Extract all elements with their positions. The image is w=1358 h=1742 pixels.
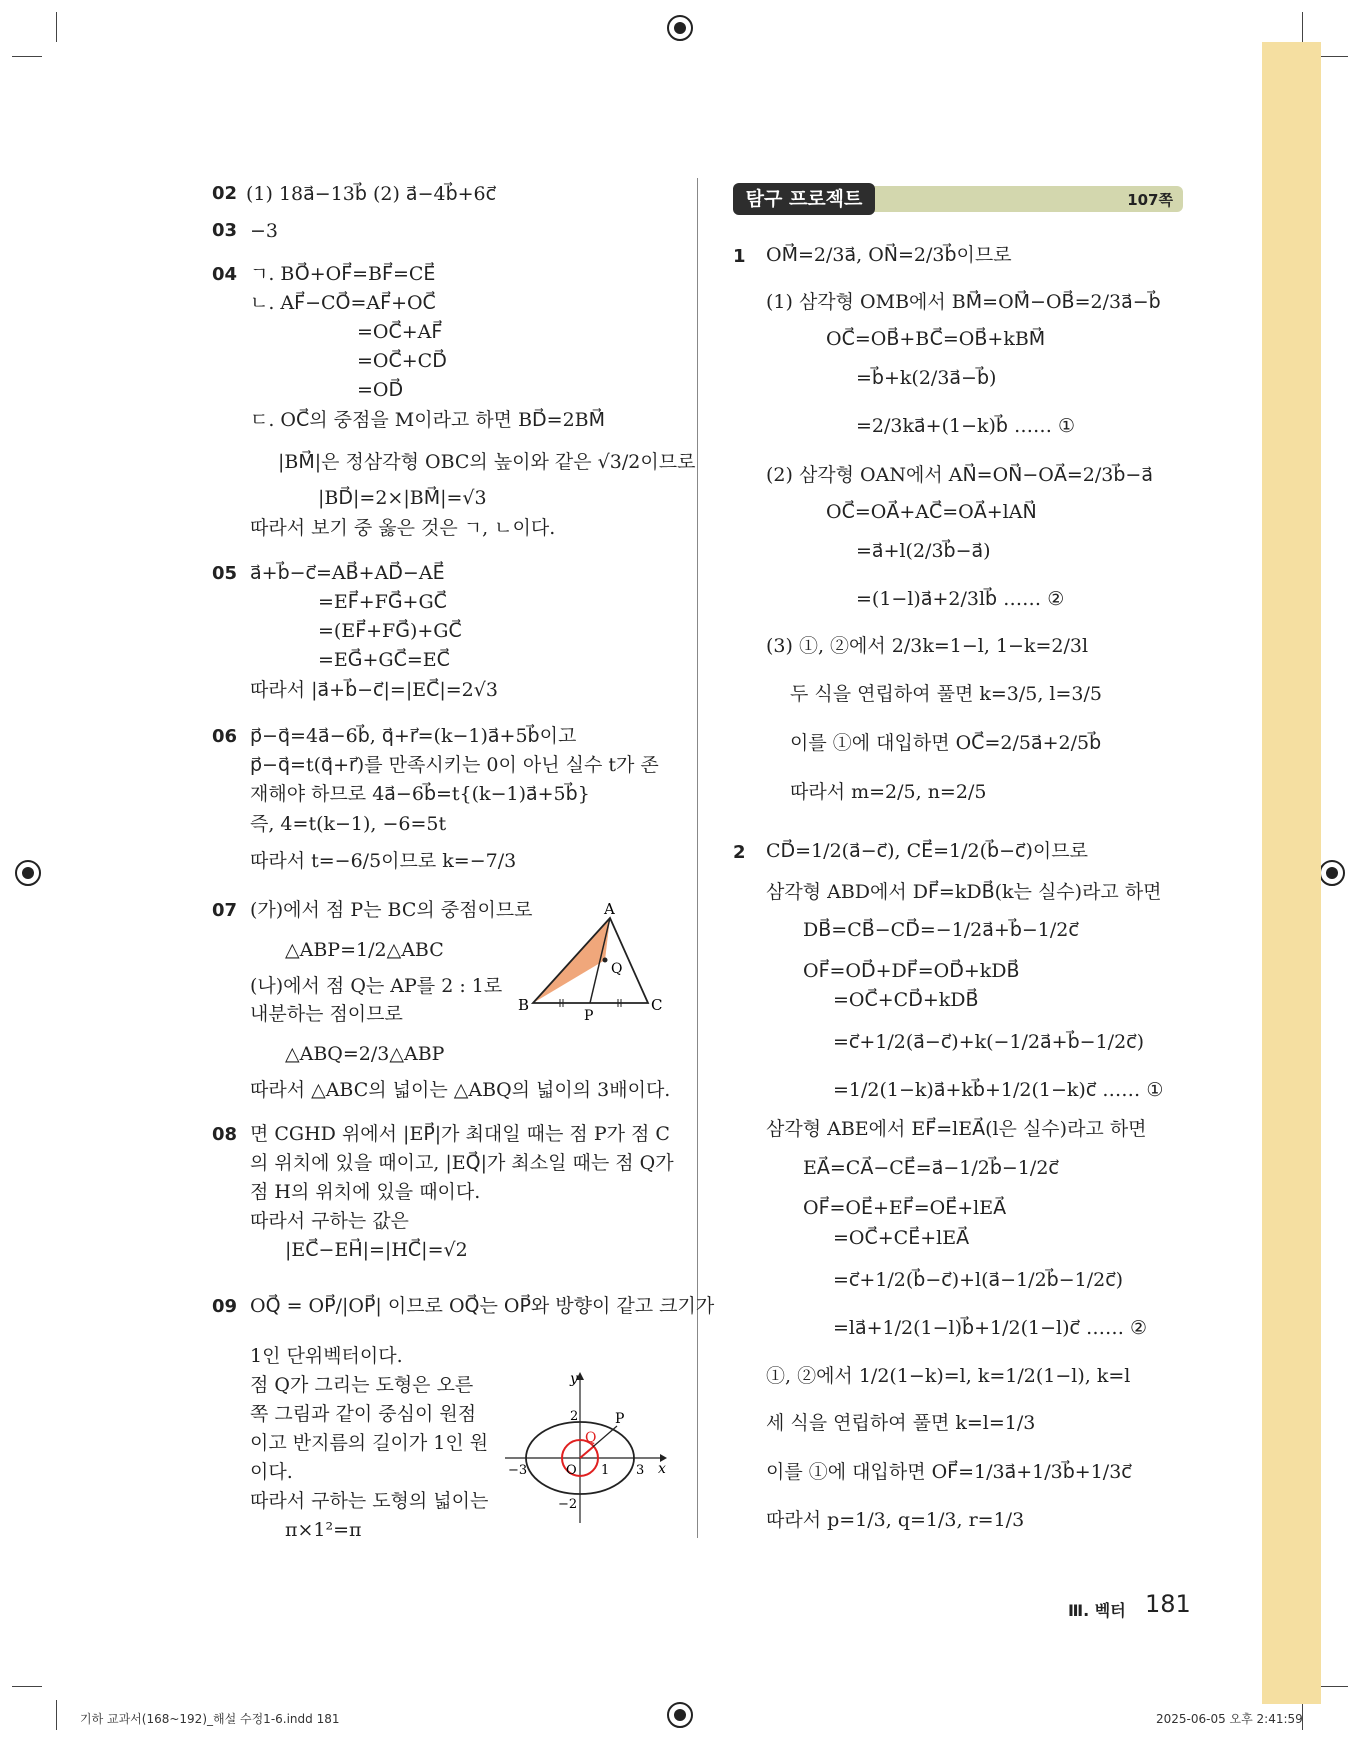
crop-mark — [1318, 1686, 1348, 1687]
section-banner — [733, 186, 1183, 212]
answer-line: =EF⃗+FG⃗+GC⃗ — [318, 591, 447, 613]
answer-line: 점 Q가 그리는 도형은 오른 — [250, 1374, 474, 1396]
problem-number: 06 — [212, 726, 238, 747]
label-p: P — [615, 1411, 625, 1427]
answer-line: ㄱ. BO⃗+OF⃗=BF⃗=CE⃗ — [250, 263, 436, 285]
answer-line: 쪽 그림과 같이 중심이 원점 — [250, 1403, 477, 1425]
answer-line: =EG⃗+GC⃗=EC⃗ — [318, 649, 450, 671]
label-q: Q — [585, 1430, 597, 1446]
tick-label: 2 — [570, 1409, 579, 1424]
answer-line: ㄷ. OC⃗의 중점을 M이라고 하면 BD⃗=2BM⃗ — [250, 409, 606, 431]
answer-line: 따라서 구하는 값은 — [250, 1210, 409, 1232]
answer-line: 이다. — [250, 1461, 293, 1483]
answer-line: ①, ②에서 1/2(1−k)=l, k=1/2(1−l), k=l — [766, 1365, 1131, 1387]
answer-line: OF⃗=OE⃗+EF⃗=OE⃗+lEA⃗ — [803, 1197, 1007, 1219]
crop-mark — [1302, 12, 1303, 42]
answer-line: =la⃗+1/2(1−l)b⃗+1/2(1−l)c⃗ …… ② — [833, 1317, 1148, 1339]
problem-number: 1 — [733, 246, 746, 267]
origin-label: O — [566, 1463, 577, 1478]
answer-line: 점 H의 위치에 있을 때이다. — [250, 1181, 481, 1203]
answer-line: =2/3ka⃗+(1−k)b⃗ …… ① — [856, 415, 1076, 437]
section-title: 탐구 프로젝트 — [733, 183, 875, 215]
vector-oq — [580, 1447, 593, 1458]
axis-label-y: y — [570, 1371, 578, 1387]
problem-number: 05 — [212, 563, 238, 584]
print-slug-left: 기하 교과서(168~192)_해설 수정1-6.indd 181 — [80, 1712, 340, 1726]
chapter-label: Ⅲ. 벡터 — [1068, 1601, 1126, 1620]
registration-mark-icon — [15, 860, 41, 886]
tick-label: 1 — [601, 1463, 610, 1478]
answer-line: =c⃗+1/2(b⃗−c⃗)+l(a⃗−1/2b⃗−1/2c⃗) — [833, 1269, 1124, 1291]
answer-line: =OD⃗ — [357, 379, 404, 401]
crop-mark — [56, 12, 57, 42]
axis-label-x: x — [658, 1461, 666, 1477]
crop-mark — [56, 1700, 57, 1730]
answer-line: 따라서 m=2/5, n=2/5 — [790, 781, 987, 803]
answer-line: 이를 ①에 대입하면 OF⃗=1/3a⃗+1/3b⃗+1/3c⃗ — [766, 1461, 1132, 1483]
answer-line: EA⃗=CA⃗−CE⃗=a⃗−1/2b⃗−1/2c⃗ — [803, 1157, 1059, 1179]
answer-line: −3 — [250, 220, 279, 242]
problem-number: 08 — [212, 1124, 238, 1145]
problem-number: 09 — [212, 1296, 238, 1317]
answer-line: OQ⃗ = OP⃗/|OP⃗| 이므로 OQ⃗는 OP⃗와 방향이 같고 크기가 — [250, 1295, 715, 1317]
answer-line: OC⃗=OA⃗+AC⃗=OA⃗+lAN⃗ — [826, 501, 1037, 523]
tick-label: 3 — [636, 1463, 645, 1478]
problem-number: 2 — [733, 842, 746, 863]
answer-line: =b⃗+k(2/3a⃗−b⃗) — [856, 367, 997, 389]
section-page-ref: 107쪽 — [1127, 191, 1173, 209]
answer-line: 따라서 p=1/3, q=1/3, r=1/3 — [766, 1509, 1025, 1531]
answer-line: (가)에서 점 P는 BC의 중점이므로 — [250, 899, 533, 921]
answer-line: π×1²=π — [285, 1519, 362, 1541]
print-slug-right: 2025-06-05 오후 2:41:59 — [1156, 1712, 1303, 1726]
answer-line: =OC⃗+AF⃗ — [357, 321, 443, 343]
answer-line: (나)에서 점 Q는 AP를 2 : 1로 — [250, 975, 503, 997]
answer-line: |BD⃗|=2×|BM⃗|=√3 — [318, 487, 487, 509]
answer-line: p⃗−q⃗=t(q⃗+r⃗)를 만족시키는 0이 아닌 실수 t가 존 — [250, 754, 659, 776]
answer-line: 따라서 구하는 도형의 넓이는 — [250, 1490, 489, 1512]
answer-line: 따라서 |a⃗+b⃗−c⃗|=|EC⃗|=2√3 — [250, 679, 498, 701]
answer-line: OF⃗=OD⃗+DF⃗=OD⃗+kDB⃗ — [803, 960, 1020, 982]
answer-line: 의 위치에 있을 때이고, |EQ⃗|가 최소일 때는 점 Q가 — [250, 1152, 674, 1174]
tick-label: −2 — [558, 1497, 578, 1512]
answer-line: △ABQ=2/3△ABP — [285, 1043, 445, 1065]
answer-line: 따라서 △ABC의 넓이는 △ABQ의 넓이의 3배이다. — [250, 1079, 671, 1101]
answer-line: DB⃗=CB⃗−CD⃗=−1/2a⃗+b⃗−1/2c⃗ — [803, 919, 1079, 941]
answer-line: 삼각형 ABE에서 EF⃗=lEA⃗(l은 실수)라고 하면 — [766, 1118, 1147, 1140]
answer-line: =OC⃗+CD⃗ — [357, 350, 447, 372]
answer-line: =1/2(1−k)a⃗+kb⃗+1/2(1−k)c⃗ …… ① — [833, 1079, 1164, 1101]
answer-line: =OC⃗+CD⃗+kDB⃗ — [833, 989, 979, 1011]
registration-mark-icon — [667, 15, 693, 41]
answer-line: a⃗+b⃗−c⃗=AB⃗+AD⃗−AE⃗ — [250, 562, 445, 584]
problem-number: 02 — [212, 183, 238, 204]
crop-mark — [1318, 56, 1348, 57]
answer-line: 두 식을 연립하여 풀면 k=3/5, l=3/5 — [790, 683, 1103, 705]
page-side-tab — [1262, 42, 1321, 1704]
ellipse-figure — [500, 1368, 670, 1528]
answer-line: |BM⃗|은 정삼각형 OBC의 높이와 같은 √3/2이므로 — [278, 451, 696, 473]
answer-line: 삼각형 ABD에서 DF⃗=kDB⃗(k는 실수)라고 하면 — [766, 881, 1162, 903]
tick-label: −3 — [508, 1463, 528, 1478]
answer-line: 세 식을 연립하여 풀면 k=l=1/3 — [766, 1412, 1036, 1434]
answer-line: (1) 삼각형 OMB에서 BM⃗=OM⃗−OB⃗=2/3a⃗−b⃗ — [766, 291, 1161, 313]
crop-mark — [12, 1686, 42, 1687]
problem-number: 03 — [212, 220, 238, 241]
answer-line: =(1−l)a⃗+2/3lb⃗ …… ② — [856, 588, 1065, 610]
page-number: 181 — [1145, 1590, 1191, 1618]
answer-line: 따라서 보기 중 옳은 것은 ㄱ, ㄴ이다. — [250, 517, 556, 539]
label-c: C — [651, 996, 663, 1014]
answer-line: (3) ①, ②에서 2/3k=1−l, 1−k=2/3l — [766, 635, 1089, 657]
answer-line: △ABP=1/2△ABC — [285, 939, 444, 961]
answer-line: |EC⃗−EH⃗|=|HC⃗|=√2 — [285, 1239, 468, 1261]
problem-number: 04 — [212, 264, 238, 285]
answer-line: =c⃗+1/2(a⃗−c⃗)+k(−1/2a⃗+b⃗−1/2c⃗) — [833, 1031, 1145, 1053]
answer-line: p⃗−q⃗=4a⃗−6b⃗, q⃗+r⃗=(k−1)a⃗+5b⃗이고 — [250, 725, 577, 747]
answer-line: OM⃗=2/3a⃗, ON⃗=2/3b⃗이므로 — [766, 244, 1012, 266]
answer-line: ㄴ. AF⃗−CO⃗=AF⃗+OC⃗ — [250, 292, 436, 314]
answer-line: (2) 삼각형 OAN에서 AN⃗=ON⃗−OA⃗=2/3b⃗−a⃗ — [766, 464, 1153, 486]
registration-mark-icon — [667, 1702, 693, 1728]
label-p: P — [584, 1008, 594, 1023]
answer-line: 1인 단위벡터이다. — [250, 1345, 403, 1367]
answer-line: 면 CGHD 위에서 |EP⃗|가 최대일 때는 점 P가 점 C — [250, 1123, 670, 1145]
answer-line: CD⃗=1/2(a⃗−c⃗), CE⃗=1/2(b⃗−c⃗)이므로 — [766, 840, 1088, 862]
answer-line: 이를 ①에 대입하면 OC⃗=2/5a⃗+2/5b⃗ — [790, 732, 1102, 754]
label-a: A — [604, 900, 615, 918]
answer-line: =a⃗+l(2/3b⃗−a⃗) — [856, 540, 991, 562]
answer-line: 즉, 4=t(k−1), −6=5t — [250, 813, 447, 835]
column-divider — [697, 178, 698, 1538]
answer-line: 재해야 하므로 4a⃗−6b⃗=t{(k−1)a⃗+5b⃗} — [250, 783, 590, 805]
answer-line: 이고 반지름의 길이가 1인 원 — [250, 1432, 489, 1454]
problem-number: 07 — [212, 900, 238, 921]
crop-mark — [12, 56, 42, 57]
registration-mark-icon — [1319, 860, 1345, 886]
answer-line: =OC⃗+CE⃗+lEA⃗ — [833, 1227, 970, 1249]
label-b: B — [518, 996, 530, 1014]
point-q — [603, 958, 608, 963]
answer-line: =(EF⃗+FG⃗)+GC⃗ — [318, 620, 462, 642]
answer-line: 따라서 t=−6/5이므로 k=−7/3 — [250, 850, 517, 872]
answer-line: 내분하는 점이므로 — [250, 1003, 403, 1025]
label-q: Q — [611, 961, 623, 977]
answer-line: (1) 18a⃗−13b⃗ (2) a⃗−4b⃗+6c⃗ — [246, 183, 497, 205]
answer-line: OC⃗=OB⃗+BC⃗=OB⃗+kBM⃗ — [826, 328, 1046, 350]
triangle-figure — [515, 898, 665, 1023]
